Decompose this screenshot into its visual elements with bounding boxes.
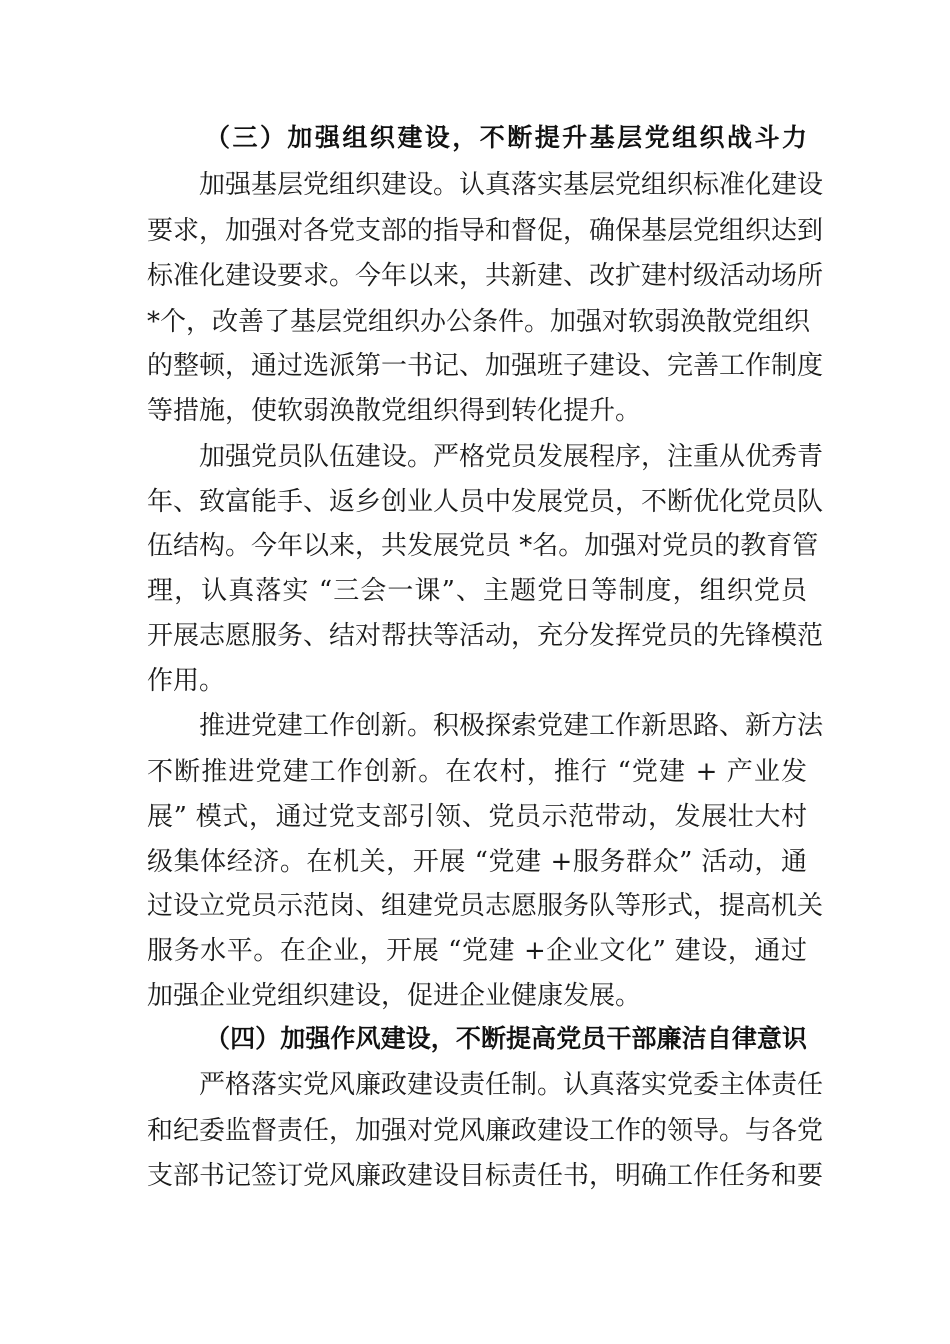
paragraph-line: 伍结构。今年以来，共发展党员 *名。加强对党员的教育管 (147, 531, 819, 561)
paragraph-line: 标准化建设要求。今年以来，共新建、改扩建村级活动场所 (147, 261, 824, 291)
paragraph-line: 严格落实党风廉政建设责任制。认真落实党委主体责任 (199, 1070, 824, 1100)
paragraph-line: 加强企业党组织建设，促进企业健康发展。 (147, 981, 642, 1011)
paragraph-line: 年、致富能手、返乡创业人员中发展党员，不断优化党员队 (147, 487, 824, 517)
paragraph-line: 开展志愿服务、结对帮扶等活动，充分发挥党员的先锋模范 (147, 621, 824, 651)
paragraph-line: 加强党员队伍建设。严格党员发展程序，注重从优秀青 (199, 442, 824, 472)
paragraph-line: 级集体经济。在机关，开展 “党建 +服务群众” 活动，通 (147, 847, 807, 877)
paragraph-line: 加强基层党组织建设。认真落实基层党组织标准化建设 (199, 170, 824, 200)
paragraph-line: 作用。 (147, 666, 226, 696)
paragraph-line: *个，改善了基层党组织办公条件。加强对软弱涣散党组织 (147, 307, 811, 337)
paragraph-line: 要求，加强对各党支部的指导和督促，确保基层党组织达到 (147, 216, 824, 246)
paragraph-line: 支部书记签订党风廉政建设目标责任书，明确工作任务和要 (147, 1161, 824, 1191)
paragraph-line: 和纪委监督责任，加强对党风廉政建设工作的领导。与各党 (147, 1116, 824, 1146)
paragraph-line: 服务水平。在企业，开展 “党建 +企业文化” 建设，通过 (147, 936, 807, 966)
paragraph-line: 过设立党员示范岗、组建党员志愿服务队等形式，提高机关 (147, 891, 824, 921)
paragraph-line: 展” 模式，通过党支部引领、党员示范带动，发展壮大村 (147, 802, 807, 832)
paragraph-line: 理，认真落实 “三会一课”、主题党日等制度，组织党员 (147, 576, 807, 606)
paragraph-line: 的整顿，通过选派第一书记、加强班子建设、完善工作制度 (147, 351, 824, 381)
section-heading-3: （三）加强组织建设，不断提升基层党组织战斗力 (205, 123, 807, 152)
paragraph-line: 推进党建工作创新。积极探索党建工作新思路、新方法 (199, 711, 824, 741)
section-heading-4: （四）加强作风建设，不断提高党员干部廉洁自律意识 (205, 1024, 807, 1053)
paragraph-line: 等措施，使软弱涣散党组织得到转化提升。 (147, 396, 642, 426)
paragraph-line: 不断推进党建工作创新。在农村，推行 “党建 + 产业发 (147, 757, 807, 787)
